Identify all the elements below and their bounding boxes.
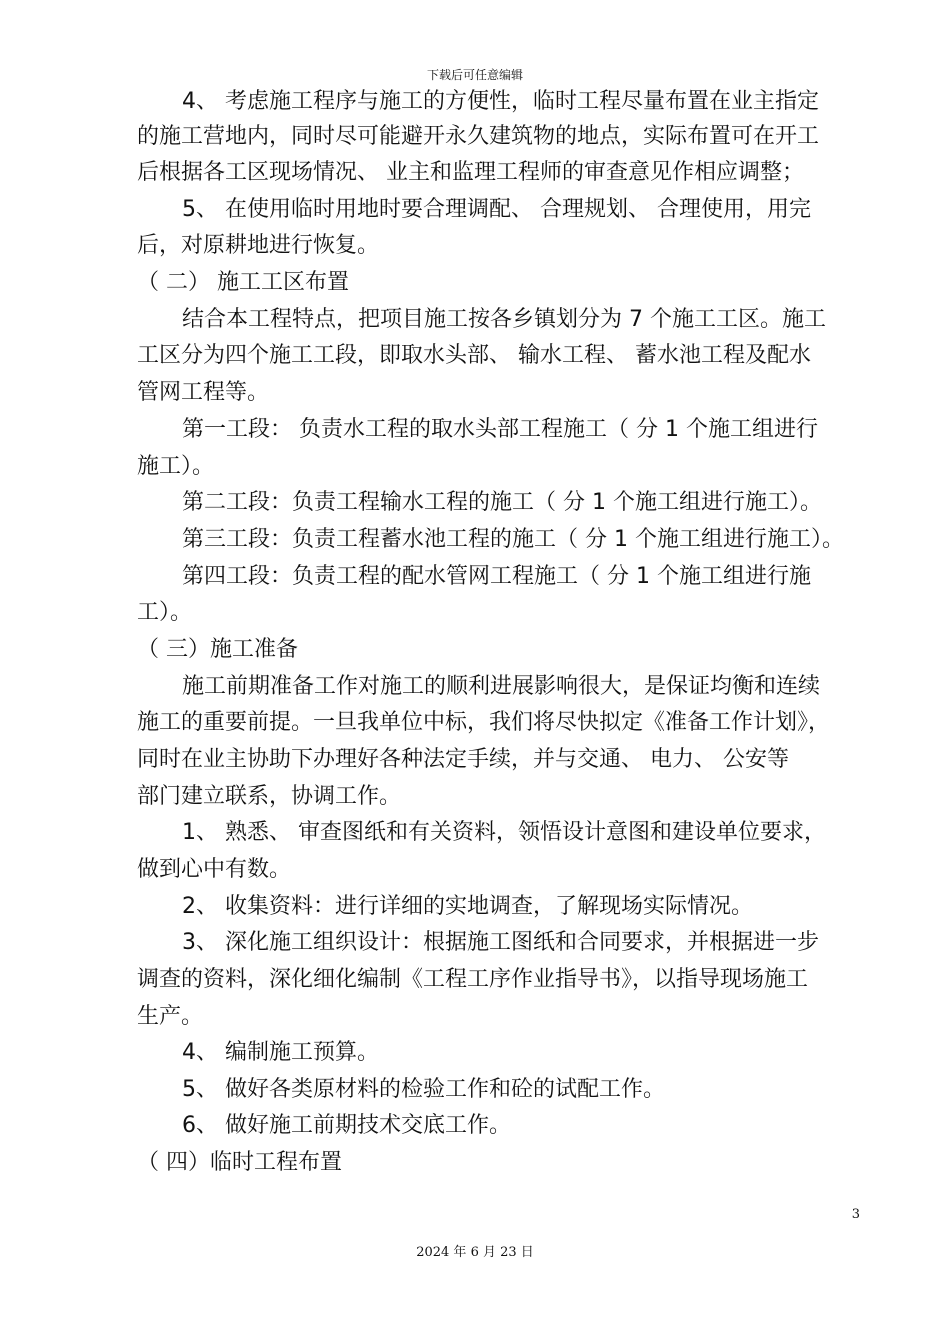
page-number: 3 bbox=[851, 1207, 860, 1222]
body-line: 4、 编制施工预算。 bbox=[182, 1040, 379, 1065]
body-line: 3、 深化施工组织设计：根据施工图纸和合同要求，并根据进一步 bbox=[182, 930, 819, 955]
header-note: 下载后可任意编辑 bbox=[426, 68, 523, 82]
body-line: 第二工段：负责工程输水工程的施工（ 分 1 个施工组进行施工）。 bbox=[182, 490, 822, 515]
body-line: 施工前期准备工作对施工的顺利进展影响很大，是保证均衡和连续 bbox=[182, 674, 821, 699]
body-line: 施工的重要前提。一旦我单位中标，我们将尽快拟定《准备工作计划》， bbox=[137, 710, 831, 735]
body-line: 6、 做好施工前期技术交底工作。 bbox=[182, 1113, 511, 1138]
body-line: 同时在业主协助下办理好各种法定手续，并与交通、 电力、 公安等 bbox=[137, 747, 789, 772]
body-line: 第三工段：负责工程蓄水池工程的施工（ 分 1 个施工组进行施工）。 bbox=[182, 527, 844, 552]
section-heading: （ 三）施工准备 bbox=[137, 637, 298, 662]
body-line: 第四工段：负责工程的配水管网工程施工（ 分 1 个施工组进行施 bbox=[182, 564, 811, 589]
body-line: 后，对原耕地进行恢复。 bbox=[137, 233, 380, 258]
body-line: 第一工段： 负责水工程的取水头部工程施工（ 分 1 个施工组进行 bbox=[182, 417, 818, 442]
body-line: 调查的资料，深化细化编制《工程工序作业指导书》，以指导现场施工 bbox=[137, 967, 809, 992]
body-line: 5、 做好各类原材料的检验工作和砼的试配工作。 bbox=[182, 1077, 665, 1102]
body-line: 做到心中有数。 bbox=[137, 857, 292, 882]
body-line: 结合本工程特点，把项目施工按各乡镇划分为 7 个施工工区。施工 bbox=[182, 307, 826, 332]
body-line: 2、 收集资料：进行详细的实地调查，了解现场实际情况。 bbox=[182, 894, 753, 919]
body-line: 后根据各工区现场情况、 业主和监理工程师的审查意见作相应调整； bbox=[137, 160, 804, 185]
body-line: 4、 考虑施工程序与施工的方便性，临时工程尽量布置在业主指定 bbox=[182, 89, 819, 114]
body-line: 的施工营地内，同时尽可能避开永久建筑物的地点，实际布置可在开工 bbox=[137, 124, 820, 149]
body-line: 施工）。 bbox=[137, 454, 215, 479]
body-line: 管网工程等。 bbox=[137, 380, 270, 405]
section-heading: （ 四）临时工程布置 bbox=[137, 1150, 342, 1175]
body-line: 工区分为四个施工工段，即取水头部、 输水工程、 蓄水池工程及配水 bbox=[137, 343, 811, 368]
footer-date: 2024 年 6 月 23 日 bbox=[416, 1245, 534, 1260]
body-line: 工）。 bbox=[137, 600, 193, 625]
body-line: 部门建立联系，协调工作。 bbox=[137, 784, 402, 809]
body-line: 1、 熟悉、 审查图纸和有关资料，领悟设计意图和建设单位要求， bbox=[182, 820, 826, 845]
section-heading: （ 二） 施工工区布置 bbox=[137, 270, 349, 295]
body-line: 5、 在使用临时用地时要合理调配、 合理规划、 合理使用，用完 bbox=[182, 197, 811, 222]
body-line: 生产。 bbox=[137, 1004, 204, 1029]
